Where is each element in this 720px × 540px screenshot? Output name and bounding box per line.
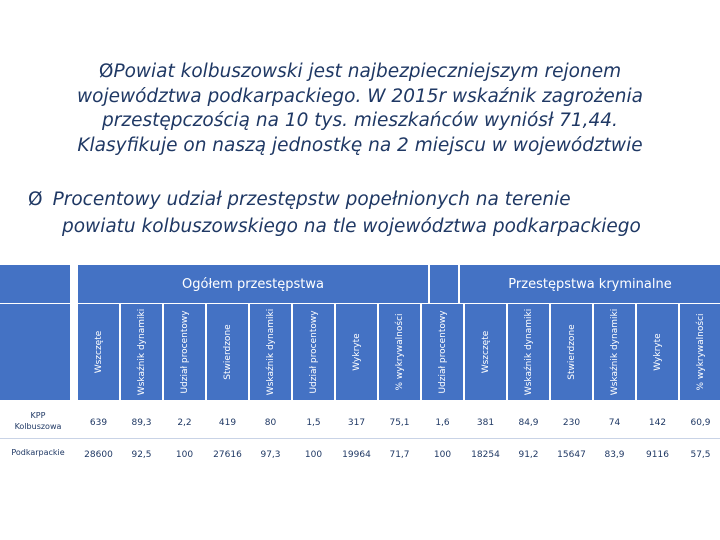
table-cell: 15647 [557, 450, 586, 460]
column-header-label: Wskaźnik dynamiki [136, 308, 147, 396]
subheading [28, 186, 708, 240]
column-header-label: Wykryte [351, 333, 362, 371]
heading-line-text: Powiat kolbuszowski jest najbezpieczniejszym rejonem [113, 61, 622, 82]
subheading-line-text: Procentowy udział przestępstw popełnionych na terenie [52, 189, 571, 210]
column-header [465, 304, 506, 400]
corner-header-cell [0, 304, 70, 400]
column-header [336, 304, 377, 400]
row-label-podkarpackie: Podkarpackie [11, 448, 65, 457]
row-divider [0, 438, 720, 439]
column-header-label: Wszczęte [480, 330, 491, 374]
row-label-kpp: KPP Kolbuszowa [14, 411, 62, 431]
column-header-label: Udział procentowy [308, 310, 319, 394]
column-header [250, 304, 291, 400]
column-header [637, 304, 678, 400]
column-header [78, 304, 119, 400]
arrow-bullet-icon: Ø [98, 61, 114, 82]
subheading-line-2: powiatu kolbuszowskiego na tle województwa podkarpackiego [62, 216, 641, 237]
column-header-label: Wskaźnik dynamiki [265, 308, 276, 396]
table-cell: 2,2 [177, 418, 192, 428]
heading-line-4: Klasyfikuje on naszą jednostkę na 2 miejscu w województwie [77, 134, 643, 156]
group-header-criminal-label: Przestępstwa kryminalne [508, 277, 672, 292]
column-header-label: Stwierdzone [222, 324, 233, 380]
main-heading [0, 60, 720, 158]
group-separator-band [430, 265, 458, 303]
table-cell: 381 [476, 418, 495, 428]
table-cell: 27616 [213, 450, 242, 460]
table-cell: 317 [347, 418, 366, 428]
table-cell: 639 [89, 418, 108, 428]
subheading-line-1 [28, 186, 708, 213]
table-cell: 419 [218, 418, 237, 428]
table-cell: 74 [608, 418, 621, 428]
table-cell: 57,5 [690, 450, 711, 460]
column-header [551, 304, 592, 400]
corner-header-band [0, 265, 70, 303]
column-header-label: % wykrywalności [394, 313, 405, 391]
column-header-label: Wskaźnik dynamiki [609, 308, 620, 396]
column-header-label: Wszczęte [93, 330, 104, 374]
heading-line-1 [0, 60, 720, 85]
column-header [379, 304, 420, 400]
table-cell: 60,9 [690, 418, 711, 428]
column-header [293, 304, 334, 400]
table-cell: 84,9 [518, 418, 539, 428]
table-cell: 80 [264, 418, 277, 428]
column-header [594, 304, 635, 400]
heading-line-3: przestępczością na 10 tys. mieszkańców wyniósł 71,44. [102, 110, 618, 131]
column-header-label: Udział procentowy [179, 310, 190, 394]
table-cell: 100 [175, 450, 194, 460]
column-header [121, 304, 162, 400]
table-cell: 1,6 [435, 418, 450, 428]
column-header [508, 304, 549, 400]
group-header-total-label: Ogółem przestępstwa [182, 277, 324, 292]
table-cell: 89,3 [131, 418, 152, 428]
column-header-label: Udział procentowy [437, 310, 448, 394]
table-cell: 19964 [342, 450, 371, 460]
table-cell: 71,7 [389, 450, 410, 460]
column-header [207, 304, 248, 400]
table-cell: 230 [562, 418, 581, 428]
column-header-label: Wskaźnik dynamiki [523, 308, 534, 396]
table-cell: 75,1 [389, 418, 410, 428]
table-cell: 83,9 [604, 450, 625, 460]
column-header [164, 304, 205, 400]
table-cell: 91,2 [518, 450, 539, 460]
table-cell: 100 [433, 450, 452, 460]
column-header [680, 304, 720, 400]
table-cell: 1,5 [306, 418, 321, 428]
heading-line-2: województwa podkarpackiego. W 2015r wskaźnik zagrożenia [77, 85, 643, 107]
table-cell: 18254 [471, 450, 500, 460]
table-cell: 9116 [646, 450, 669, 460]
column-header-label: Stwierdzone [566, 324, 577, 380]
table-cell: 28600 [84, 450, 113, 460]
column-header-label: Wykryte [652, 333, 663, 371]
table-cell: 142 [648, 418, 667, 428]
column-header [422, 304, 463, 400]
column-header-label: % wykrywalności [695, 313, 706, 391]
arrow-bullet-icon: Ø [28, 189, 43, 210]
table-cell: 97,3 [260, 450, 281, 460]
table-cell: 100 [304, 450, 323, 460]
table-cell: 92,5 [131, 450, 152, 460]
